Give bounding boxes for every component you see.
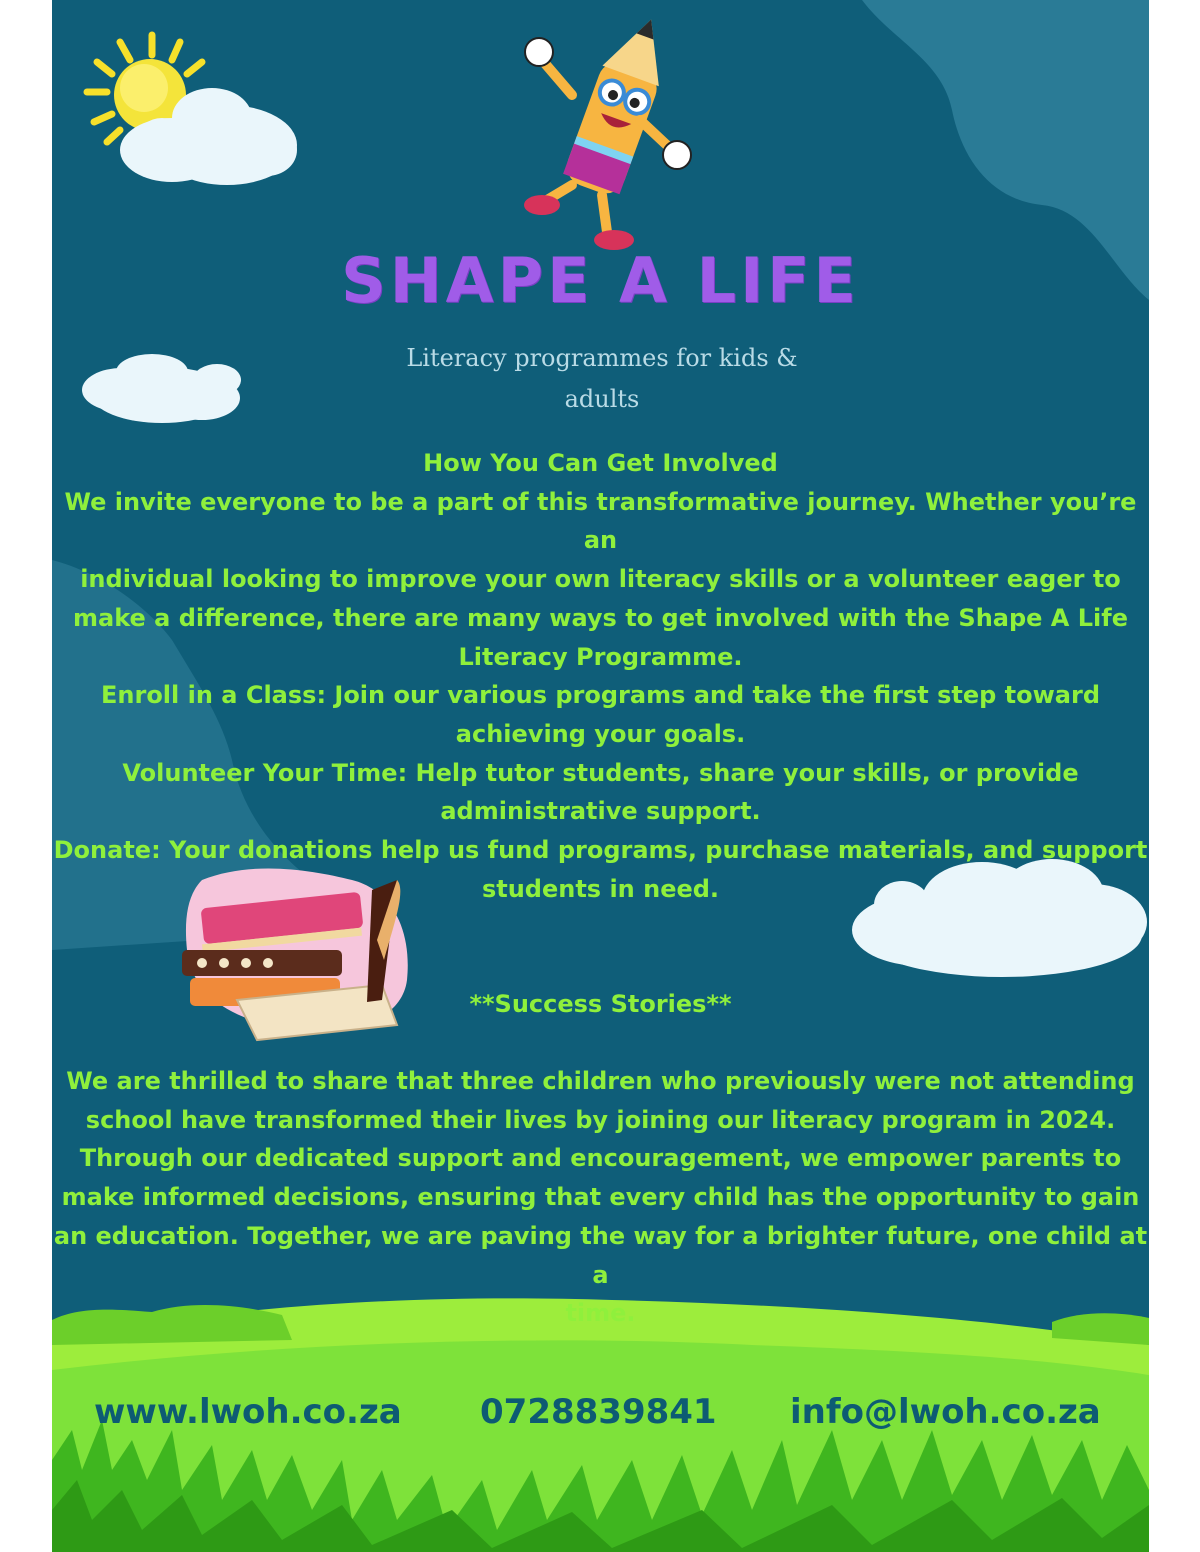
text-line: Donate: Your donations help us fund programs, purchase materials, and support [53,836,1148,865]
text-line: We invite everyone to be a part of this transformative journey. Whether you’re an [64,487,1137,555]
text-line: an education. Together, we are paving the way for a brighter future, one child at a [53,1221,1148,1289]
text-line: make informed decisions, ensuring that every child has the opportunity to gain [61,1183,1140,1212]
subtitle-line: adults [564,385,640,413]
cloud-icon [82,354,241,423]
text-line: achieving your goals. [455,719,746,748]
get-involved-section [52,444,1149,908]
text-line: time. [565,1299,636,1328]
pencil-mascot-icon [524,9,691,250]
flyer-page [52,0,1149,1552]
success-stories-heading: **Success Stories** [469,990,732,1018]
text-line: Literacy Programme. [458,642,743,671]
subtitle [352,338,852,420]
text-line: make a difference, there are many ways to get involved with the Shape A Life [73,603,1128,632]
text-line: Volunteer Your Time: Help tutor students, share your skills, or provide [122,758,1079,787]
text-line: students in need. [481,874,720,903]
text-line: Through our dedicated support and encouragement, we empower parents to [79,1144,1122,1173]
page-title: SHAPE A LIFE [341,244,860,317]
text-line: We are thrilled to share that three children who previously were not attending [66,1067,1135,1095]
text-line: individual looking to improve your own literacy skills or a volunteer eager to [80,565,1121,594]
text-line: school have transformed their lives by joining our literacy program in 2024. [85,1105,1116,1134]
text-line: administrative support. [440,797,761,826]
phone-number[interactable]: 0728839841 [480,1392,717,1432]
success-stories-body [52,1062,1149,1333]
subtitle-line: Literacy programmes for kids & [406,344,798,372]
website-link[interactable]: www.lwoh.co.za [94,1392,402,1432]
text-line: Enroll in a Class: Join our various programs and take the first step toward [101,681,1100,710]
email-link[interactable]: info@lwoh.co.za [790,1392,1101,1432]
section-heading: How You Can Get Involved [423,449,778,477]
